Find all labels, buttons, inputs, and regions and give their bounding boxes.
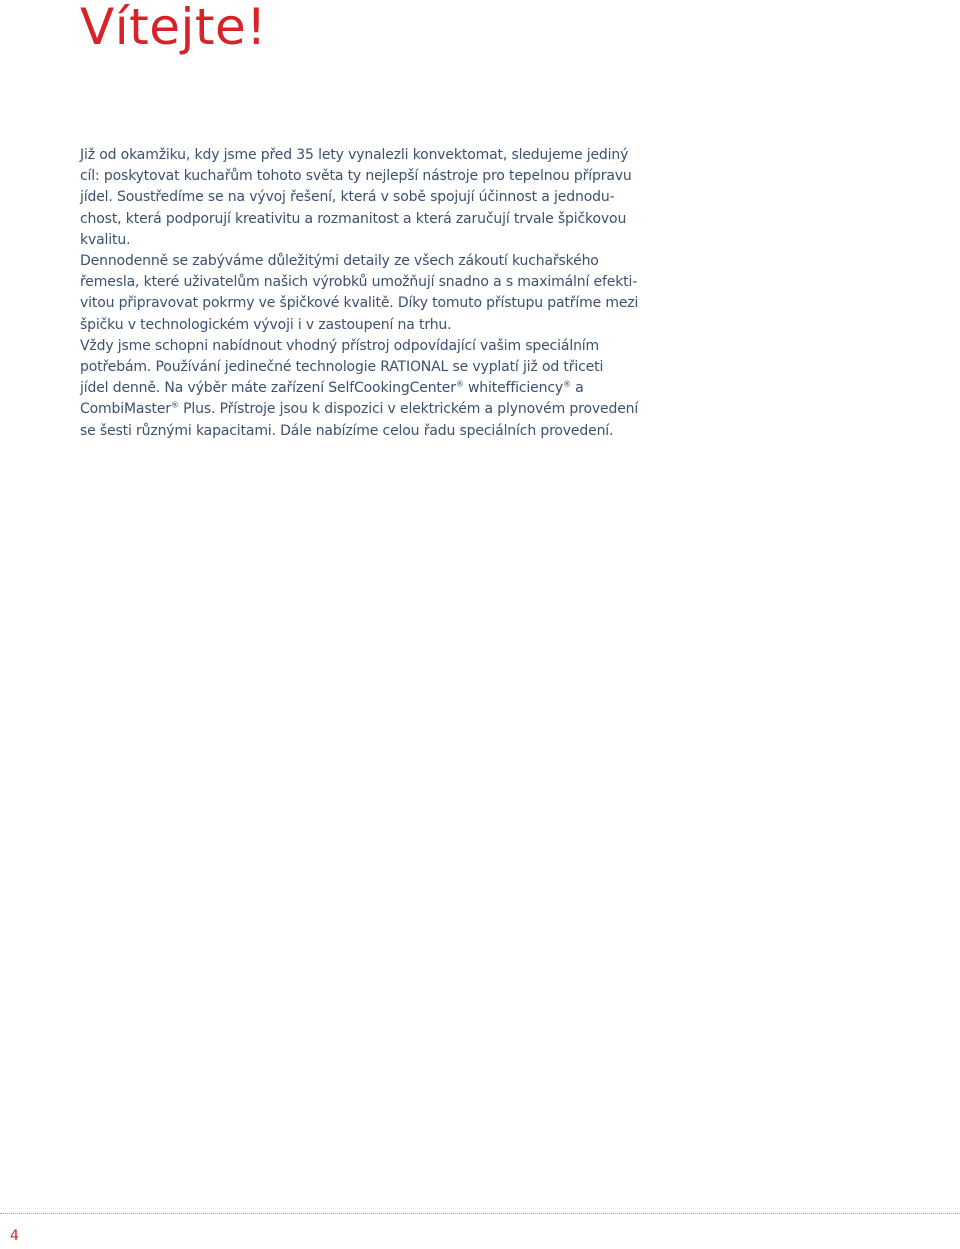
text-fragment: Plus. Přístroje jsou k dispozici v elektrickém a plynovém provedení (178, 401, 639, 418)
page-number: 4 (10, 1228, 19, 1244)
text-line: špičku v technologickém vývoji i v zastoupení na trhu. (80, 316, 452, 333)
registered-mark: ® (170, 400, 179, 410)
page-title: Vítejte! (80, 0, 267, 56)
text-line: se šesti různými kapacitami. Dále nabízíme celou řadu speciálních provedení. (80, 422, 614, 439)
text-line: řemesla, které uživatelům našich výrobků umožňují snadno a s maximální efekti- (80, 274, 638, 291)
text-line: Dennodenně se zabýváme důležitými detaily ze všech zákoutí kuchařského (80, 253, 599, 270)
text-line: kvalitu. (80, 231, 131, 248)
text-fragment: jídel denně. Na výběr máte zařízení SelfCookingCenter (80, 380, 456, 397)
text-line: chost, která podporují kreativitu a rozmanitost a která zaručují trvale špičkovou (80, 210, 627, 227)
text-line (80, 378, 640, 399)
text-fragment: CombiMaster (80, 401, 171, 418)
text-line: jídel. Soustředíme se na vývoj řešení, která v sobě spojují účinnost a jednodu- (80, 189, 615, 206)
text-line: Vždy jsme schopni nabídnout vhodný přístroj odpovídající vašim speciálním (80, 337, 600, 354)
text-line (80, 399, 640, 420)
intro-paragraph (80, 145, 640, 442)
text-line: cíl: poskytovat kuchařům tohoto světa ty nejlepší nástroje pro tepelnou přípravu (80, 168, 632, 185)
registered-mark: ® (455, 379, 464, 389)
text-line: Již od okamžiku, kdy jsme před 35 lety vynalezli konvektomat, sledujeme jediný (80, 147, 629, 163)
text-fragment: a (570, 380, 584, 397)
registered-mark: ® (563, 379, 571, 389)
text-line: vitou připravovat pokrmy ve špičkové kvalitě. Díky tomuto přístupu patříme mezi (80, 295, 639, 312)
text-line: potřebám. Používání jedinečné technologie RATIONAL se vyplatí již od třiceti (80, 359, 604, 376)
text-fragment: whitefficiency (463, 380, 564, 397)
footer-divider (0, 1213, 960, 1214)
